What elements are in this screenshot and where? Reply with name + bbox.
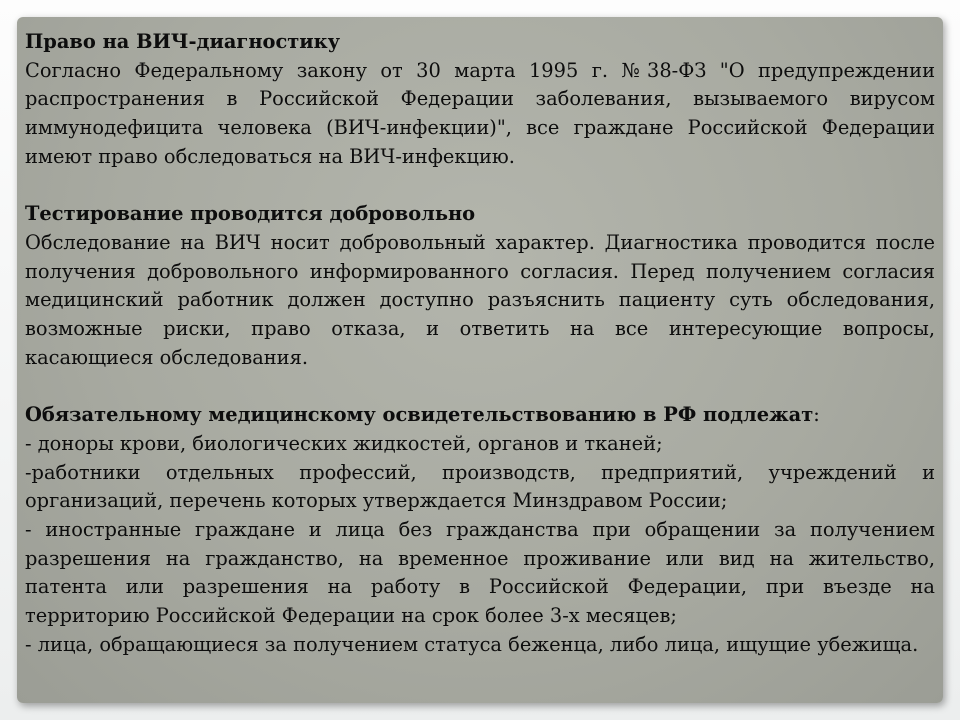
spacer [25,172,935,201]
section-heading-voluntary-testing: Тестирование проводится добровольно [25,202,476,226]
list-item: -работники отдельных профессий, производств, предприятий, учреждений и организаций, перечень которых утверждается Минздравом России; [25,460,935,513]
section-heading-hiv-diagnostics-right: Право на ВИЧ-диагностику [25,30,341,53]
section-heading-text: Обязательному медицинскому освидетельствованию в РФ подлежат [25,403,814,427]
section-paragraph: Обследование на ВИЧ носит добровольный характер. Диагностика проводится после получения добровольного информированного согласия. Перед получением согласия медицинский работник должен доступно разъяснить пациенту суть обследования, возможные риски, право отказа, и ответить на все интересующие вопросы, касающиеся обследования. [25,230,935,369]
list-item: - доноры крови, биологических жидкостей, органов и тканей; [25,431,663,455]
section-paragraph: Согласно Федеральному закону от 30 марта 1995 г. №38-ФЗ "О предупреждении распространения в Российской Федерации заболевания, вызываемого вирусом иммунодефицита человека (ВИЧ-инфекции)", все граждане Российской Федерации имеют право обследоваться на ВИЧ-инфекцию. [25,58,935,168]
list-item: - иностранные граждане и лица без гражданства при обращении за получением разрешения на гражданство, на временное проживание или вид на жительство, патента или разрешения на работу в Российской Федерации, при въезде на территорию Российской Федерации на срок более 3-х месяцев; [25,517,935,628]
slide-panel [17,17,943,703]
spacer [25,372,935,401]
section-heading-mandatory-examination [25,401,935,430]
list-item: - лица, обращающиеся за получением статуса беженца, либо лица, ищущие убежища. [25,632,919,656]
slide-content [25,28,935,659]
heading-colon: : [813,403,820,427]
